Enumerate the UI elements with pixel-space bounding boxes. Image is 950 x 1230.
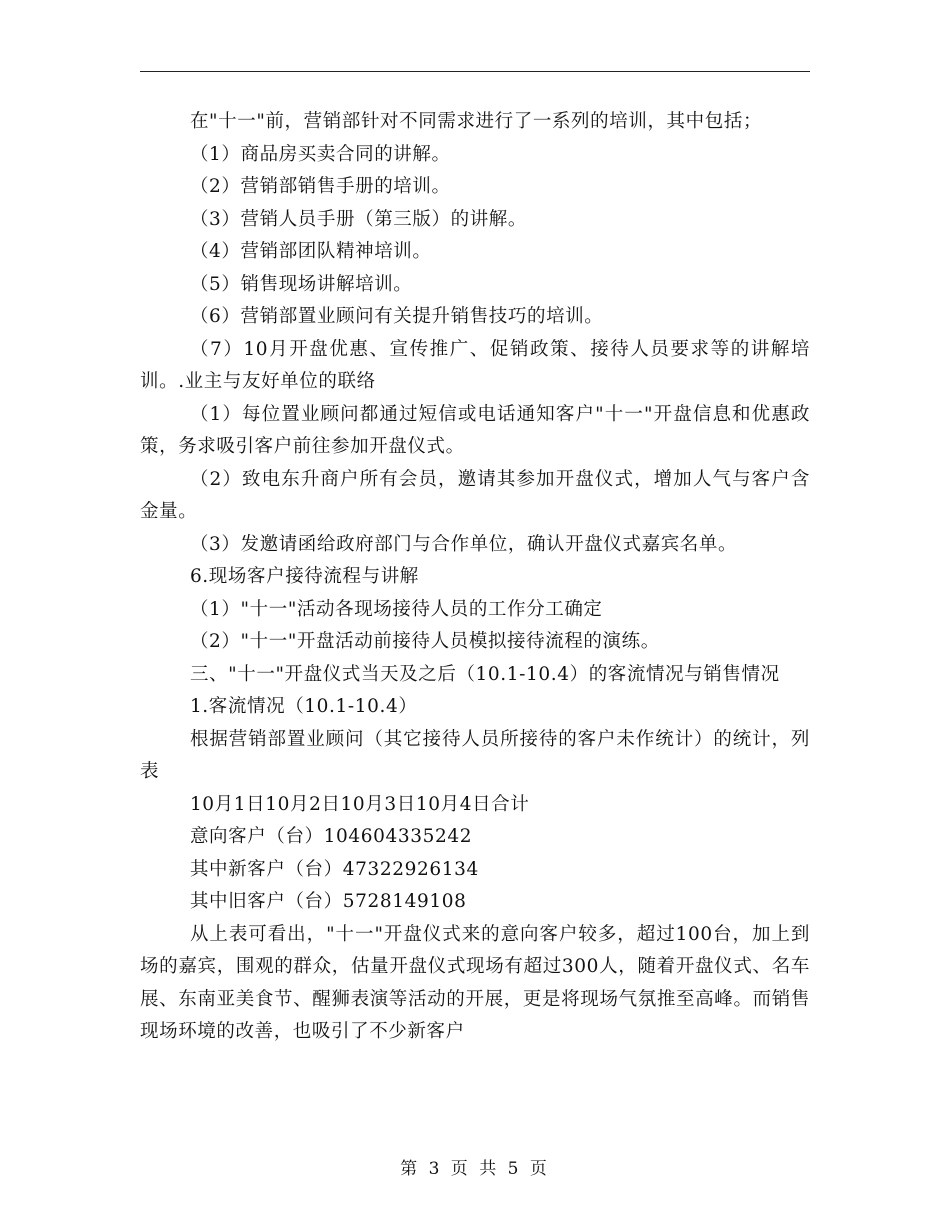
- table-row-old-customers: 其中旧客户（台）5728149108: [189, 891, 467, 912]
- paragraph-training-intro: 在"十一"前，营销部针对不同需求进行了一系列的培训，其中包括；: [189, 111, 763, 132]
- list-item-reception-2: （2）"十一"开盘活动前接待人员模拟接待流程的演练。: [189, 631, 660, 652]
- list-item-training-1: （1）商品房买卖合同的讲解。: [189, 143, 451, 165]
- table-row-intent-customers: 意向客户（台）104604335242: [189, 826, 473, 847]
- list-item-training-4: （4）营销部团队精神培训。: [189, 241, 432, 262]
- list-item-training-3: （3）营销人员手册（第三版）的讲解。: [189, 208, 528, 230]
- list-item-contact-2: （2）致电东升商户所有会员，邀请其参加开盘仪式，增加人气与客户含金量。: [140, 468, 810, 522]
- subheading-traffic: 1.客流情况（10.1-10.4）: [189, 696, 418, 717]
- section-heading-reception: 6.现场客户接待流程与讲解: [189, 566, 419, 587]
- section-heading-traffic-sales: 三、"十一"开盘仪式当天及之后（10.1-10.4）的客流情况与销售情况: [189, 663, 780, 685]
- page-number-footer: 第 3 页 共 5 页: [400, 1159, 550, 1179]
- paragraph-statistics-intro: 根据营销部置业顾问（其它接待人员所接待的客户未作统计）的统计，列表: [140, 728, 810, 782]
- table-row-new-customers: 其中新客户（台）47322926134: [189, 858, 479, 880]
- document-body: [140, 106, 810, 1049]
- list-item-reception-1: （1）"十一"活动各现场接待人员的工作分工确定: [189, 598, 603, 620]
- paragraph-analysis: 从上表可看出，"十一"开盘仪式来的意向客户较多，超过100台，加上到场的嘉宾，围观的群众，估量开盘仪式现场有超过300人，随着开盘仪式、名车展、东南亚美食节、醒狮表演等活动的开展，更是将现场气氛推至高峰。而销售现场环境的改善，也吸引了不少新客户: [140, 923, 810, 1042]
- list-item-contact-1: （1）每位置业顾问都通过短信或电话通知客户"十一"开盘信息和优惠政策，务求吸引客户前往参加开盘仪式。: [140, 403, 810, 457]
- list-item-training-7: （7）10月开盘优惠、宣传推广、促销政策、接待人员要求等的讲解培训。.业主与友好单位的联络: [140, 338, 810, 392]
- list-item-contact-3: （3）发邀请函给政府部门与合作单位，确认开盘仪式嘉宾名单。: [189, 533, 738, 555]
- table-header-row: 10月1日10月2日10月3日10月4日合计: [189, 793, 530, 815]
- list-item-training-2: （2）营销部销售手册的培训。: [189, 176, 451, 197]
- header-rule: [140, 71, 810, 72]
- list-item-training-6: （6）营销部置业顾问有关提升销售技巧的培训。: [189, 306, 604, 327]
- list-item-training-5: （5）销售现场讲解培训。: [189, 273, 413, 295]
